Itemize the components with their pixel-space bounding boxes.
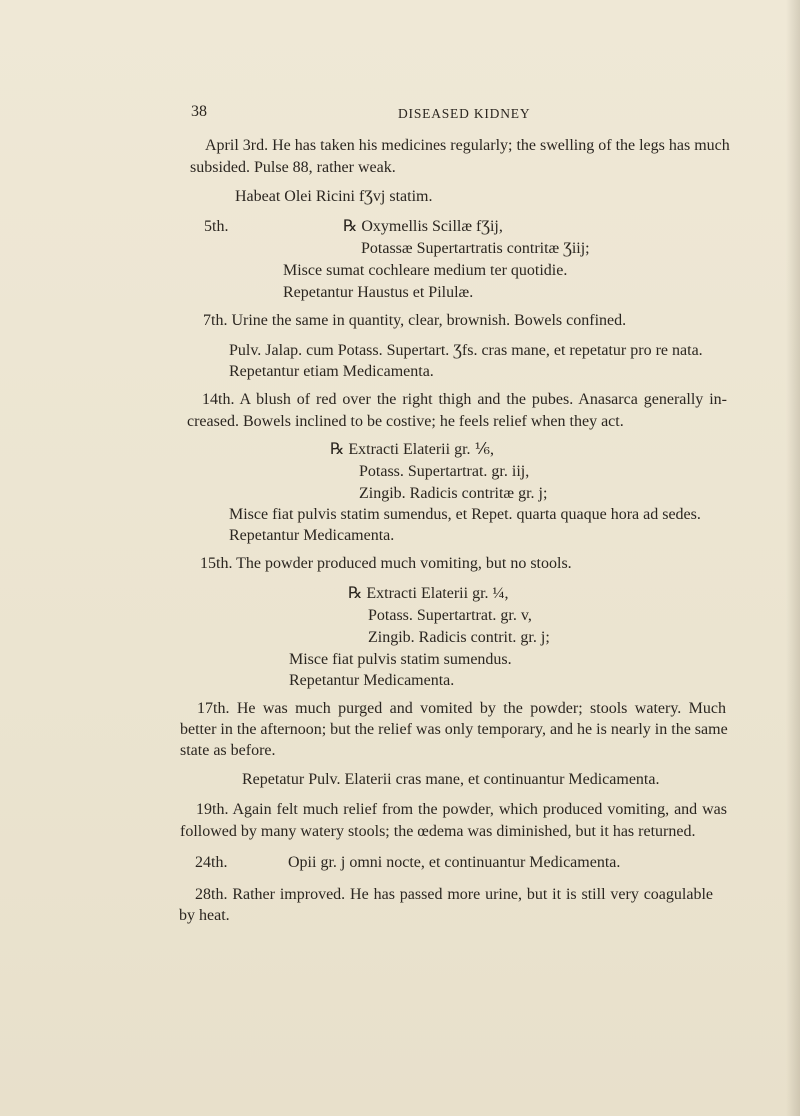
prescription-14th-line-2: Potass. Supertartrat. gr. iij, (359, 463, 530, 480)
prescription-14th-line-1: ℞ Extracti Elaterii gr. ⅙, (330, 441, 495, 458)
entry-april-3-order: Habeat Olei Ricini fƷvj statim. (235, 188, 433, 205)
prescription-14th-line-5: Repetantur Medicamenta. (229, 527, 395, 544)
entry-april-3-line-2: subsided. Pulse 88, rather weak. (190, 159, 396, 176)
entry-april-3-line-1: April 3rd. He has taken his medicines regularly; the swelling of the legs has much (205, 137, 730, 154)
entry-24th-date: 24th. (195, 854, 228, 871)
prescription-15th-line-1: ℞ Extracti Elaterii gr. ¼, (348, 585, 509, 602)
prescription-14th-line-4: Misce fiat pulvis statim sumendus, et Repet. quarta quaque hora ad sedes. (229, 506, 701, 523)
prescription-5th-line-4: Repetantur Haustus et Pilulæ. (283, 284, 474, 301)
entry-17th-line-1: 17th. He was much purged and vomited by the powder; stools watery. Much (197, 700, 726, 717)
entry-19th-line-2: followed by many watery stools; the œdema was diminished, but it has returned. (180, 823, 696, 840)
prescription-5th-line-1: ℞ Oxymellis Scillæ fƷij, (343, 218, 503, 235)
entry-7th-line-1: 7th. Urine the same in quantity, clear, brownish. Bowels confined. (203, 312, 627, 329)
entry-7th-order-1: Pulv. Jalap. cum Potass. Supertart. Ʒfs. cras mane, et repetatur pro re nata. (229, 342, 703, 359)
entry-24th-order: Opii gr. j omni nocte, et continuantur Medicamenta. (288, 854, 621, 871)
entry-5th-date: 5th. (204, 218, 229, 235)
prescription-14th-line-3: Zingib. Radicis contritæ gr. j; (359, 485, 548, 502)
prescription-5th-line-3: Misce sumat cochleare medium ter quotidie. (283, 262, 568, 279)
entry-17th-line-3: state as before. (180, 742, 276, 759)
entry-28th-line-2: by heat. (179, 907, 230, 924)
entry-14th-line-2: creased. Bowels inclined to be costive; he feels relief when they act. (187, 413, 624, 430)
entry-28th-line-1: 28th. Rather improved. He has passed more urine, but it is still very coagulable (195, 886, 713, 903)
prescription-15th-line-2: Potass. Supertartrat. gr. v, (368, 607, 532, 624)
entry-15th-line-1: 15th. The powder produced much vomiting, but no stools. (200, 555, 572, 572)
prescription-15th-line-3: Zingib. Radicis contrit. gr. j; (368, 629, 550, 646)
prescription-15th-line-4: Misce fiat pulvis statim sumendus. (289, 651, 512, 668)
entry-17th-order: Repetatur Pulv. Elaterii cras mane, et continuantur Medicamenta. (242, 771, 660, 788)
running-title: DISEASED KIDNEY (398, 106, 531, 121)
page-number: 38 (191, 103, 207, 120)
entry-19th-line-1: 19th. Again felt much relief from the powder, which produced vomiting, and was (196, 801, 727, 818)
entry-14th-line-1: 14th. A blush of red over the right thigh and the pubes. Anasarca generally in- (202, 391, 727, 408)
page-edge-shadow (786, 0, 800, 1116)
entry-17th-line-2: better in the afternoon; but the relief was only temporary, and he is nearly in the same (180, 721, 728, 738)
prescription-5th-line-2: Potassæ Supertartratis contritæ Ʒiij; (361, 240, 590, 257)
prescription-15th-line-5: Repetantur Medicamenta. (289, 672, 455, 689)
entry-7th-order-2: Repetantur etiam Medicamenta. (229, 363, 434, 380)
